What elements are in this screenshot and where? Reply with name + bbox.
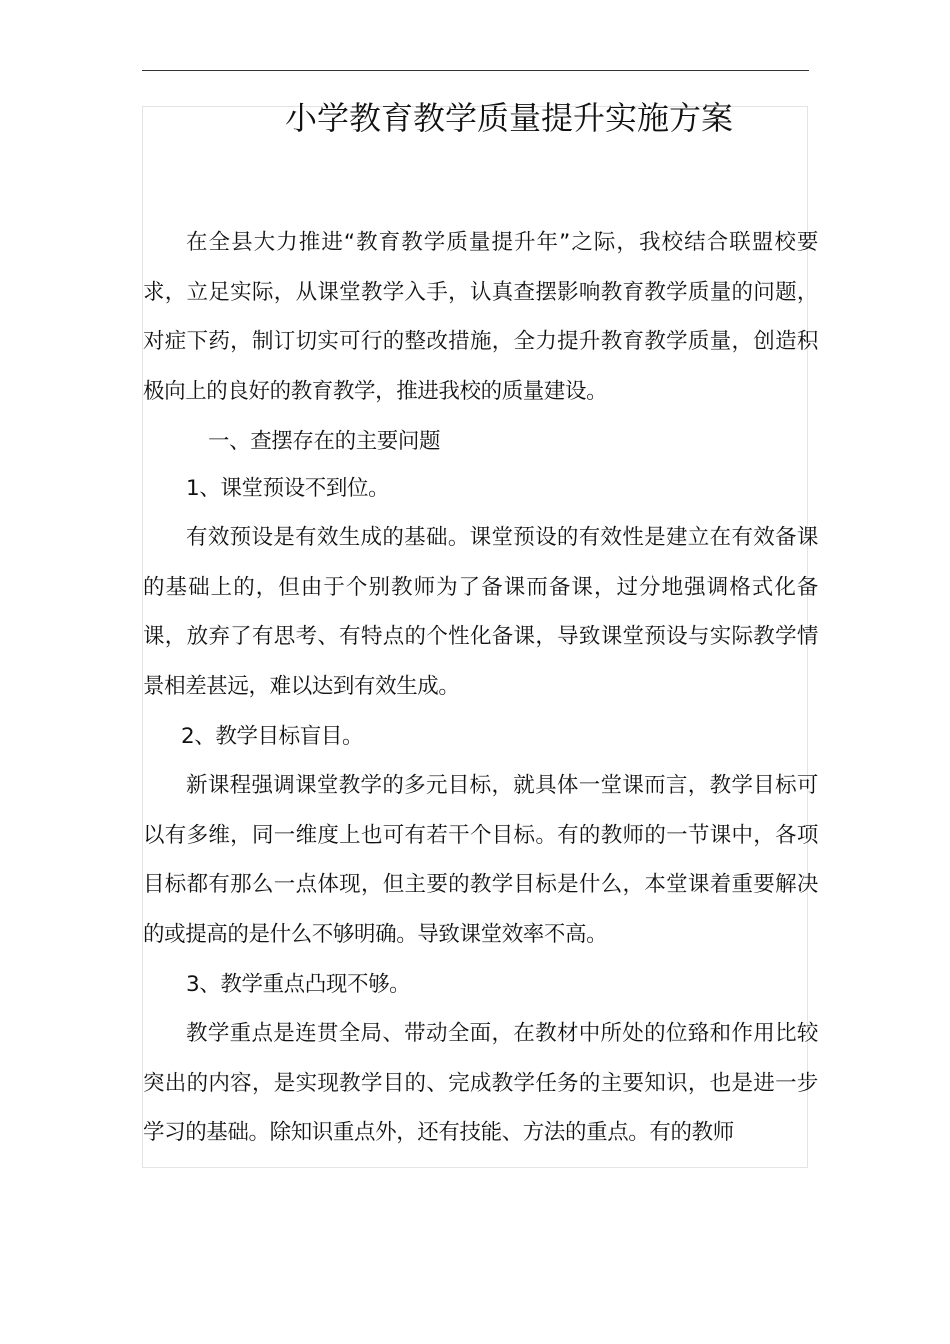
subsection-heading: 1、课堂预设不到位。 [186, 476, 390, 501]
subsection-paragraph: 有效预设是有效生成的基础。课堂预设的有效性是建立在有效备课的基础上的，但由于个别教师为了备课而备课，过分地强调格式化备课，放弃了有思考、有特点的个性化备课，导致课堂预设与实际教学情景相差甚远，难以达到有效生成。 [143, 525, 818, 699]
subsection-heading: 2、教学目标盲目。 [181, 724, 364, 749]
subsection-paragraph: 教学重点是连贯全局、带动全面，在教材中所处的位臵和作用比较突出的内容，是实现教学目的、完成教学任务的主要知识，也是进一步学习的基础。除知识重点外，还有技能、方法的重点。有的教师 [143, 1021, 818, 1145]
section-heading: 一、查摆存在的主要问题 [208, 429, 441, 454]
document-body [143, 218, 818, 1161]
header-rule [142, 70, 809, 71]
document-title: 小学教育教学质量提升实施方案 [284, 99, 733, 137]
subsection-heading: 3、教学重点凸现不够。 [186, 972, 411, 997]
subsection-paragraph: 新课程强调课堂教学的多元目标，就具体一堂课而言，教学目标可以有多维，同一维度上也可有若干个目标。有的教师的一节课中，各项目标都有那么一点体现，但主要的教学目标是什么，本堂课着重要解决的或提高的是什么不够明确。导致课堂效率不高。 [143, 773, 818, 947]
intro-paragraph: 在全县大力推进“教育教学质量提升年”之际，我校结合联盟校要求，立足实际，从课堂教学入手，认真查摆影响教育教学质量的问题，对症下药，制订切实可行的整改措施，全力提升教育教学质量，创造积极向上的良好的教育教学，推进我校的质量建设。 [143, 230, 818, 404]
